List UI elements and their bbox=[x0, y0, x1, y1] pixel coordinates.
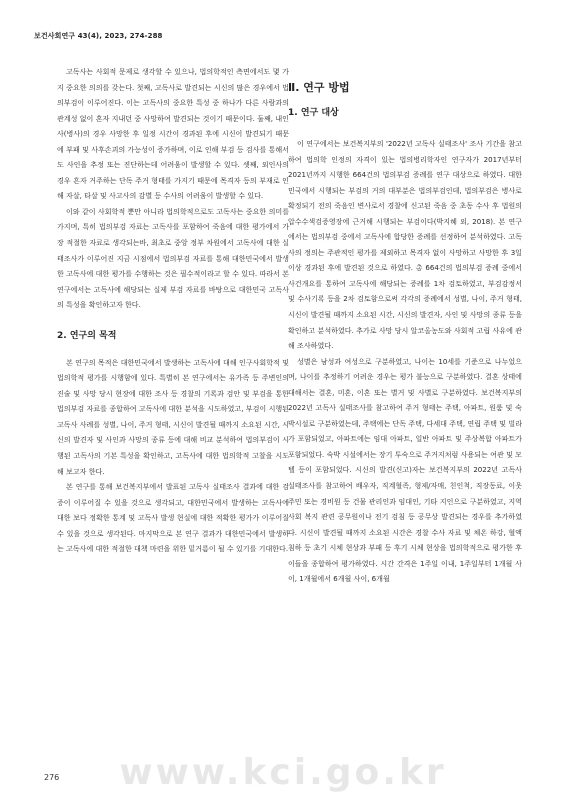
journal-header: 보건사회연구 43(4), 2023, 274-288 bbox=[34, 32, 163, 40]
watermark: www.kci.go.kr bbox=[119, 752, 447, 793]
body-paragraph: 본 연구의 목적은 대한민국에서 발생하는 고독사에 대해 인구사회학적 및 법의학적 평가를 시행함에 있다. 특별히 본 연구에서는 유가족 등 주변인의 진술 및 사망 당시 현장에 대한 조사 등 경찰의 기록과 검안 및 부검을 통한 법의부검 자료를 종합하여 고독사에 대한 분석을 시도하였고, 부검이 시행된 고독사 사례를 성별, 나이, 주거 형태, 시신이 발견될 때까지 소요된 시간, 시신의 발견자 및 사인과 사망의 종류 등에 대해 비교 분석하여 법의부검이 시행된 고독사의 기본 특성을 확인하고, 고독사에 대한 법의학적 고찰을 시도해 보고자 한다. bbox=[57, 357, 289, 476]
left-column bbox=[57, 64, 289, 557]
page-number: 276 bbox=[44, 773, 60, 782]
section-heading: 2. 연구의 목적 bbox=[57, 330, 117, 341]
body-paragraph: 고독사는 사회적 문제로 생각할 수 있으나, 법의학적인 측면에서도 몇 가지 중요한 의의를 갖는다. 첫째, 고독사로 발견되는 시신의 많은 경우에서 법의부검이 이루어진다. 이는 고독사의 중요한 특성 중 하나가 다른 사람과의 관계성 없이 혼자 지내던 중 사망하여 발견되는 것이기 때문이다. 둘째, 내인사(병사)의 경우 사망한 후 일정 시간이 경과된 후에 시신이 발견되기 때문에 부패 및 사후손괴의 가능성이 증가하며, 이로 인해 부검 등 검사를 통해서도 사인을 추정 또는 진단하는데 어려움이 발생할 수 있다. 셋째, 외인사의 경우 흔자 거주하는 단독 주거 형태를 가지기 때문에 목격자 등의 부재로 인해 자살, 타살 및 사고사의 감별 등 수사의 어려움이 발생할 수 있다. bbox=[57, 67, 289, 201]
body-paragraph: 이와 같이 사회학적 뿐만 아니라 법의학적으로도 고독사는 중요한 의미를 가지며, 특히 법의부검 자료는 고독사를 포함하여 죽음에 대한 평가에서 가장 적절한 자료로 생각되는바, 최초로 중앙 정부 차원에서 고독사에 대한 실태조사가 이루어진 지금 시점에서 법의부검 자료를 통해 대한민국에서 발생한 고독사에 대한 평가를 수행하는 것은 필수적이라고 할 수 있다. 따라서 본 연구에서는 고독사에 해당되는 실제 부검 자료를 바탕으로 대한민국 고독사의 특성을 확인하고자 한다. bbox=[57, 206, 289, 310]
body-paragraph: 본 연구를 통해 보건복지부에서 발표된 고독사 실태조사 결과에 대한 검증이 이루어질 수 있을 것으로 생각되고, 대한민국에서 발생하는 고독사에 대한 보다 정확한 통계 및 고독사 발생 현실에 대한 적확한 평가가 이루어질 수 있을 것으로 생각된다. 마지막으로 본 연구 결과가 대한민국에서 발생하는 고독사에 대한 적절한 대책 마련을 위한 밑거름이 될 수 있기를 기대한다. bbox=[57, 482, 289, 554]
right-column bbox=[288, 64, 522, 587]
body-paragraph: 성별은 남성과 여성으로 구분하였고, 나이는 10세를 기준으로 나누었으며, 나이를 추정하기 어려운 경우는 평가 불능으로 구분하였다. 결혼 상태에 대해서는 결혼, 미혼, 이혼 또는 별거 및 사별로 구분하였다. 보건복지부의 2022년 고독사 실태조사를 참고하여 주거 형태는 주택, 아파트, 원룸 및 숙박시설로 구분하였는데, 주택에는 단독 주택, 다세대 주택, 연립 주택 및 빌라가 포함되었고, 아파트에는 임대 아파트, 일반 아파트 및 주상복합 아파트가 포함되었다. 숙박 시설에서는 장기 투숙으로 주거지처럼 사용되는 여관 및 모텔 등이 포함되었다. 시신의 발견(신고)자는 보건복지부의 2022년 고독사 실태조사를 참고하여 배우자, 직계혈족, 형제/자매, 친인척, 직장동료, 이웃 주민 또는 경비원 등 건물 관리인과 임대인, 기타 지인으로 구분하였고, 지역사회 복지 관련 공무원이나 전기 검침 등 공무상 발견되는 경우를 추가하였다. 시신이 발견될 때까지 소요된 시간은 경찰 수사 자료 및 체온 하강, 혈액 침하 등 초기 시체 현상과 부패 등 후기 시체 현상을 법의학적으로 평가한 후 이들을 종합하여 평가하였다. 시간 간격은 1주일 이내, 1주일부터 1개월 사이, 1개월에서 6개월 사이, 6개월 bbox=[288, 356, 522, 584]
chapter-heading: Ⅱ. 연구 방법 bbox=[288, 81, 350, 94]
body-paragraph: 이 연구에서는 보건복지부의 '2022년 고독사 실태조사' 조사 기간을 참고하여 법의학 인정의 자격이 있는 법의병리학자인 연구자가 2017년부터 2021년까지 시행한 664건의 법의부검 증례를 연구 대상으로 하였다. 대한민국에서 시행되는 부검의 거의 대부분은 법의부검인데, 법의부검은 병사로 확정되기 전의 죽음인 변사로서 경찰에 신고된 죽음 중 초동 수사 후 법원의 압수수색검증영장에 근거해 시행되는 부검이다(박지혜 외, 2018). 본 연구에서는 법의부검 중에서 고독사에 합당한 증례를 선정하여 분석하였다. 고독사의 정의는 주관적인 평가를 제외하고 목격자 없이 사망하고 사망한 후 3일 이상 경과된 후에 발견된 것으로 하였다. 총 664건의 법의부검 증례 중에서 사건개요를 통하여 고독사에 해당되는 증례를 1차 검토하였고, 부검감정서 및 수사기록 등을 2차 검토함으로써 각각의 증례에서 성별, 나이, 주거 형태, 시신이 발견될 때까지 소요된 시간, 시신의 발견자, 사인 및 사망의 종류 등을 확인하고 분석하였다. 추가로 사망 당시 알코올농도와 사회적 고립 사유에 관해 조사하였다. bbox=[288, 139, 522, 351]
section-heading: 1. 연구 대상 bbox=[288, 108, 339, 118]
